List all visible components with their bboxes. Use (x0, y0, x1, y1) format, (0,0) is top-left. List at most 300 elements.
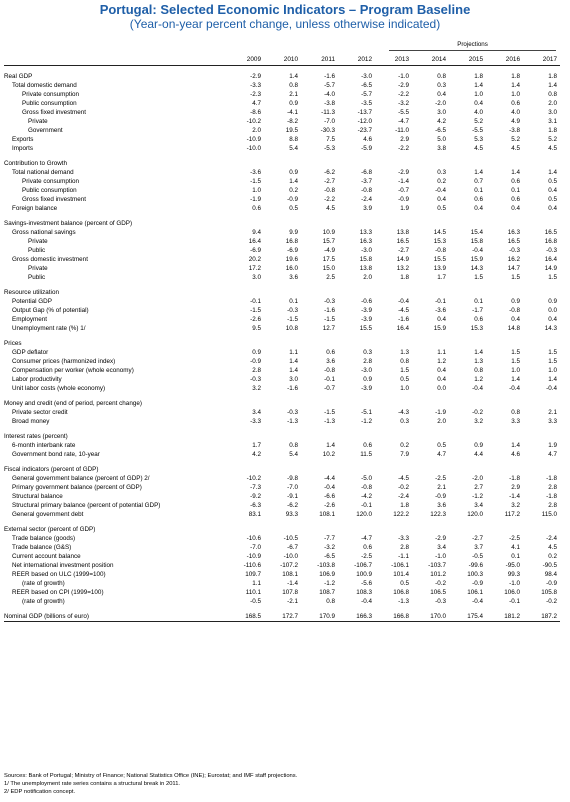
row-label: GDP deflator (12, 349, 49, 356)
value-cell: 1.5 (400, 367, 409, 374)
value-cell: 1.2 (437, 358, 446, 365)
page-title: Portugal: Selected Economic Indicators – Program Baseline (99, 2, 471, 17)
value-cell: -0.4 (435, 187, 446, 194)
value-cell: 1.2 (474, 376, 483, 383)
value-cell: -2.1 (287, 598, 298, 605)
value-cell: 17.2 (248, 265, 261, 272)
table-row (4, 597, 560, 606)
value-cell: 1.0 (252, 187, 261, 194)
value-cell: -3.6 (250, 169, 261, 176)
value-cell: 3.0 (437, 109, 446, 116)
value-cell: -0.8 (361, 187, 372, 194)
value-cell: -106.7 (354, 562, 372, 569)
table-row (4, 117, 560, 126)
value-cell: 14.5 (433, 229, 446, 236)
row-label: Employment (12, 316, 47, 323)
row-label: Unit labor costs (whole economy) (12, 385, 106, 392)
row-label: Interest rates (percent) (4, 433, 68, 440)
value-cell: -4.5 (398, 475, 409, 482)
value-cell: -5.9 (361, 145, 372, 152)
table-row (4, 324, 560, 333)
table-row (4, 543, 560, 552)
value-cell: 106.0 (504, 589, 520, 596)
value-cell: 3.4 (474, 502, 483, 509)
value-cell: -6.9 (250, 247, 261, 254)
section-header-row (4, 465, 560, 474)
value-cell: 115.0 (541, 511, 557, 518)
value-cell: -4.0 (324, 91, 335, 98)
value-cell: -10.2 (246, 475, 261, 482)
table-row (4, 99, 560, 108)
value-cell: -0.9 (398, 196, 409, 203)
table-row (4, 552, 560, 561)
value-cell: 1.5 (511, 349, 520, 356)
value-cell: -10.9 (246, 553, 261, 560)
value-cell: -2.6 (324, 502, 335, 509)
value-cell: 100.3 (467, 571, 483, 578)
table-row (4, 357, 560, 366)
value-cell: 1.4 (474, 169, 483, 176)
value-cell: 2.9 (400, 136, 409, 143)
value-cell: 20.2 (248, 256, 261, 263)
value-cell: -0.2 (398, 484, 409, 491)
page-subtitle: (Year-on-year percent change, unless otherwise indicated) (129, 17, 441, 31)
value-cell: 15.5 (433, 256, 446, 263)
value-cell: 5.0 (437, 136, 446, 143)
value-cell: -2.2 (324, 196, 335, 203)
value-cell: -0.3 (435, 598, 446, 605)
value-cell: 2.8 (548, 502, 557, 509)
section-header-row (4, 432, 560, 441)
value-cell: 0.3 (400, 418, 409, 425)
value-cell: 0.8 (548, 91, 557, 98)
table-row (4, 441, 560, 450)
value-cell: -2.2 (398, 91, 409, 98)
value-cell: -0.4 (398, 298, 409, 305)
year-header-cell: 2012 (357, 55, 372, 63)
value-cell: 2.0 (548, 100, 557, 107)
table-row (4, 588, 560, 597)
row-label: Output Gap (% of potential) (12, 307, 89, 314)
table-row (4, 417, 560, 426)
value-cell: 0.4 (548, 187, 557, 194)
footnote-1: 1/ The unemployment rate series contains a structural break in 2011. (4, 781, 181, 787)
value-cell: -1.4 (287, 580, 298, 587)
table-row (4, 264, 560, 273)
section-header-row (4, 219, 560, 228)
value-cell: -0.8 (324, 367, 335, 374)
value-cell: -3.8 (324, 100, 335, 107)
value-cell: 110.1 (245, 589, 261, 596)
value-cell: 0.8 (289, 442, 298, 449)
value-cell: 12.7 (322, 325, 335, 332)
value-cell: 1.7 (252, 442, 261, 449)
row-label: Public consumption (22, 100, 77, 107)
value-cell: 0.2 (548, 553, 557, 560)
section-header-row (4, 399, 560, 408)
value-cell: 5.3 (474, 136, 483, 143)
value-cell: -5.7 (324, 82, 335, 89)
value-cell: 10.8 (285, 325, 298, 332)
value-cell: 0.3 (437, 169, 446, 176)
value-cell: 16.3 (359, 238, 372, 245)
value-cell: 0.4 (437, 316, 446, 323)
value-cell: -7.0 (324, 118, 335, 125)
value-cell: 108.3 (356, 589, 372, 596)
row-label: Savings-investment balance (percent of GDP) (4, 220, 133, 227)
value-cell: 0.5 (400, 580, 409, 587)
value-cell: 15.7 (322, 238, 335, 245)
value-cell: 99.3 (507, 571, 520, 578)
year-header-cell: 2016 (505, 55, 520, 63)
value-cell: 0.7 (474, 178, 483, 185)
value-cell: -0.4 (546, 385, 557, 392)
value-cell: 4.2 (437, 118, 446, 125)
value-cell: -3.9 (361, 385, 372, 392)
value-cell: 0.4 (437, 367, 446, 374)
value-cell: -10.5 (283, 535, 298, 542)
value-cell: 2.1 (437, 484, 446, 491)
value-cell: -1.5 (324, 409, 335, 416)
table-row (4, 108, 560, 117)
table-row (4, 237, 560, 246)
value-cell: -1.0 (435, 553, 446, 560)
value-cell: 0.1 (511, 187, 520, 194)
row-label: Foreign balance (12, 205, 58, 212)
value-cell: -0.8 (361, 484, 372, 491)
value-cell: -0.1 (361, 502, 372, 509)
value-cell: 16.4 (248, 238, 261, 245)
row-label: Trade balance (goods) (12, 535, 76, 542)
value-cell: 0.4 (511, 316, 520, 323)
value-cell: 1.7 (437, 274, 446, 281)
value-cell: -1.0 (398, 73, 409, 80)
value-cell: 3.0 (548, 109, 557, 116)
value-cell: 15.9 (433, 325, 446, 332)
value-cell: -0.4 (361, 598, 372, 605)
value-cell: -0.2 (435, 580, 446, 587)
value-cell: 1.4 (511, 442, 520, 449)
value-cell: 120.0 (467, 511, 483, 518)
value-cell: 2.8 (548, 484, 557, 491)
table-row (4, 228, 560, 237)
value-cell: 187.2 (541, 613, 557, 620)
value-cell: 0.5 (437, 442, 446, 449)
value-cell: -3.7 (361, 178, 372, 185)
value-cell: 3.2 (511, 502, 520, 509)
value-cell: -0.4 (509, 385, 520, 392)
value-cell: -0.1 (324, 376, 335, 383)
value-cell: -2.7 (472, 535, 483, 542)
value-cell: -1.7 (472, 307, 483, 314)
value-cell: 5.2 (511, 136, 520, 143)
value-cell: 1.5 (511, 358, 520, 365)
table-row (4, 384, 560, 393)
table-row (4, 144, 560, 153)
value-cell: 1.4 (511, 376, 520, 383)
value-cell: -0.7 (398, 187, 409, 194)
value-cell: 166.3 (356, 613, 372, 620)
row-label: (rate of growth) (22, 598, 65, 605)
value-cell: -11.3 (321, 109, 335, 116)
value-cell: 5.2 (548, 136, 557, 143)
value-cell: -6.3 (250, 502, 261, 509)
value-cell: -1.8 (509, 475, 520, 482)
value-cell: 0.6 (511, 100, 520, 107)
value-cell: 181.2 (504, 613, 520, 620)
value-cell: -2.9 (398, 82, 409, 89)
value-cell: -30.3 (320, 127, 335, 134)
bottom-rule (4, 621, 560, 622)
table-row (4, 483, 560, 492)
value-cell: 1.4 (289, 178, 298, 185)
value-cell: 0.6 (363, 442, 372, 449)
table-row (4, 375, 560, 384)
value-cell: 16.3 (507, 229, 520, 236)
table-row (4, 126, 560, 135)
value-cell: 0.8 (289, 82, 298, 89)
table-row (4, 135, 560, 144)
value-cell: 0.0 (548, 307, 557, 314)
row-label: (rate of growth) (22, 580, 65, 587)
value-cell: 19.6 (285, 256, 298, 263)
table-row (4, 297, 560, 306)
value-cell: 9.9 (289, 229, 298, 236)
row-label: Consumer prices (harmonized index) (12, 358, 116, 365)
value-cell: 2.8 (252, 367, 261, 374)
table-row (4, 306, 560, 315)
row-label: Private consumption (22, 91, 80, 98)
value-cell: 1.3 (400, 349, 409, 356)
row-label: Net international investment position (12, 562, 114, 569)
value-cell: -2.7 (398, 247, 409, 254)
footnote-sources: Sources: Bank of Portugal; Ministry of Finance; National Statistics Office (INE); Eurostat; and IMF staff projections. (4, 773, 298, 779)
table-row (4, 612, 560, 621)
value-cell: -1.3 (287, 418, 298, 425)
value-cell: -6.5 (435, 127, 446, 134)
value-cell: 100.9 (356, 571, 372, 578)
value-cell: 1.8 (474, 73, 483, 80)
value-cell: 1.9 (548, 442, 557, 449)
value-cell: 15.4 (470, 229, 483, 236)
footnote-2: 2/ EDP notification concept. (4, 789, 76, 795)
value-cell: 16.8 (544, 238, 557, 245)
value-cell: 0.1 (474, 298, 483, 305)
value-cell: 0.8 (326, 598, 335, 605)
value-cell: 3.0 (289, 376, 298, 383)
value-cell: 1.0 (511, 367, 520, 374)
value-cell: -3.6 (435, 307, 446, 314)
value-cell: -5.1 (361, 409, 372, 416)
value-cell: -10.9 (246, 136, 261, 143)
row-label: Potential GDP (12, 298, 52, 305)
value-cell: 0.4 (548, 205, 557, 212)
value-cell: 0.6 (511, 196, 520, 203)
value-cell: -2.9 (435, 535, 446, 542)
value-cell: -107.2 (280, 562, 298, 569)
value-cell: -3.8 (509, 127, 520, 134)
value-cell: -23.7 (357, 127, 372, 134)
value-cell: -3.9 (361, 316, 372, 323)
value-cell: -1.8 (546, 493, 557, 500)
value-cell: -1.5 (250, 307, 261, 314)
row-label: REER based on ULC (1999=100) (12, 571, 106, 578)
value-cell: -4.4 (324, 475, 335, 482)
value-cell: -1.3 (324, 418, 335, 425)
value-cell: -8.2 (287, 118, 298, 125)
value-cell: 1.8 (400, 274, 409, 281)
value-cell: -0.3 (287, 307, 298, 314)
value-cell: 1.5 (548, 358, 557, 365)
value-cell: -0.4 (472, 385, 483, 392)
value-cell: 0.9 (289, 169, 298, 176)
value-cell: 106.8 (393, 589, 409, 596)
row-label: Money and credit (end of period, percent change) (4, 400, 142, 407)
value-cell: 0.8 (400, 358, 409, 365)
value-cell: -0.9 (287, 196, 298, 203)
value-cell: -2.9 (250, 73, 261, 80)
value-cell: -10.0 (246, 145, 261, 152)
value-cell: 1.5 (474, 274, 483, 281)
value-cell: -7.0 (250, 544, 261, 551)
value-cell: -1.6 (324, 307, 335, 314)
value-cell: -6.5 (324, 553, 335, 560)
value-cell: 1.4 (548, 82, 557, 89)
value-cell: 16.5 (396, 238, 409, 245)
value-cell: 2.1 (289, 91, 298, 98)
value-cell: -1.5 (250, 178, 261, 185)
value-cell: -5.7 (361, 91, 372, 98)
value-cell: 14.3 (470, 265, 483, 272)
value-cell: 0.6 (252, 205, 261, 212)
value-cell: -1.3 (398, 598, 409, 605)
value-cell: 0.1 (289, 298, 298, 305)
row-label: Private sector credit (12, 409, 68, 416)
value-cell: 106.1 (467, 589, 483, 596)
value-cell: -10.6 (246, 535, 261, 542)
row-label: Total national demand (12, 169, 74, 176)
value-cell: -1.9 (250, 196, 261, 203)
value-cell: 15.8 (359, 256, 372, 263)
value-cell: -0.4 (472, 598, 483, 605)
value-cell: -0.8 (435, 247, 446, 254)
value-cell: 1.4 (548, 169, 557, 176)
value-cell: -1.6 (287, 385, 298, 392)
value-cell: 93.3 (285, 511, 298, 518)
value-cell: -1.4 (509, 493, 520, 500)
value-cell: 3.7 (474, 544, 483, 551)
value-cell: 83.1 (248, 511, 261, 518)
value-cell: 14.9 (396, 256, 409, 263)
value-cell: -3.9 (361, 307, 372, 314)
row-label: Contribution to Growth (4, 160, 67, 167)
value-cell: 9.4 (252, 229, 261, 236)
value-cell: -2.5 (435, 475, 446, 482)
value-cell: -2.5 (509, 535, 520, 542)
value-cell: 4.5 (326, 205, 335, 212)
value-cell: 0.9 (252, 349, 261, 356)
value-cell: -6.7 (287, 544, 298, 551)
value-cell: -3.3 (250, 82, 261, 89)
value-cell: -0.4 (472, 247, 483, 254)
table-row (4, 561, 560, 570)
value-cell: 7.5 (326, 136, 335, 143)
footnotes (4, 772, 564, 796)
value-cell: -3.0 (361, 73, 372, 80)
value-cell: 3.6 (326, 358, 335, 365)
value-cell: -10.2 (246, 118, 261, 125)
value-cell: -3.0 (361, 247, 372, 254)
value-cell: 1.1 (437, 349, 446, 356)
row-label: Imports (12, 145, 33, 152)
value-cell: 108.1 (282, 571, 298, 578)
value-cell: 16.4 (544, 256, 557, 263)
value-cell: 3.0 (252, 274, 261, 281)
value-cell: 1.1 (289, 349, 298, 356)
value-cell: -4.7 (398, 118, 409, 125)
table-row (4, 534, 560, 543)
value-cell: 4.7 (252, 100, 261, 107)
value-cell: 3.9 (363, 205, 372, 212)
value-cell: 122.3 (430, 511, 446, 518)
value-cell: 3.2 (474, 418, 483, 425)
row-label: Fiscal indicators (percent of GDP) (4, 466, 99, 473)
value-cell: -103.8 (317, 562, 335, 569)
value-cell: -0.4 (324, 484, 335, 491)
value-cell: -2.4 (546, 535, 557, 542)
value-cell: -6.9 (287, 247, 298, 254)
value-cell: 168.5 (245, 613, 261, 620)
value-cell: -12.0 (357, 118, 372, 125)
value-cell: 107.8 (282, 589, 298, 596)
value-cell: 10.2 (322, 451, 335, 458)
value-cell: 17.5 (322, 256, 335, 263)
value-cell: -106.1 (391, 562, 409, 569)
value-cell: 4.5 (548, 544, 557, 551)
value-cell: -0.3 (546, 247, 557, 254)
value-cell: -110.6 (243, 562, 261, 569)
row-label: Private (28, 265, 48, 272)
value-cell: 16.5 (544, 229, 557, 236)
value-cell: 1.5 (511, 274, 520, 281)
value-cell: 1.4 (474, 82, 483, 89)
value-cell: 13.8 (359, 265, 372, 272)
value-cell: 170.9 (319, 613, 335, 620)
value-cell: -13.7 (357, 109, 372, 116)
value-cell: 7.9 (400, 451, 409, 458)
value-cell: 4.9 (511, 118, 520, 125)
value-cell: -1.8 (546, 475, 557, 482)
row-label: Government bond rate, 10-year (12, 451, 100, 458)
value-cell: 117.2 (504, 511, 520, 518)
value-cell: 2.5 (326, 274, 335, 281)
row-label: Public consumption (22, 187, 77, 194)
value-cell: 0.2 (400, 442, 409, 449)
value-cell: 0.3 (363, 349, 372, 356)
value-cell: 1.5 (548, 274, 557, 281)
value-cell: 0.4 (437, 376, 446, 383)
value-cell: -6.5 (361, 82, 372, 89)
value-cell: 1.0 (548, 367, 557, 374)
value-cell: 15.3 (433, 238, 446, 245)
value-cell: 4.0 (511, 109, 520, 116)
value-cell: -1.2 (472, 493, 483, 500)
value-cell: 105.8 (541, 589, 557, 596)
value-cell: 0.2 (289, 187, 298, 194)
row-label: Real GDP (4, 73, 33, 80)
value-cell: -103.7 (428, 562, 446, 569)
row-label: REER based on CPI (1999=100) (12, 589, 104, 596)
